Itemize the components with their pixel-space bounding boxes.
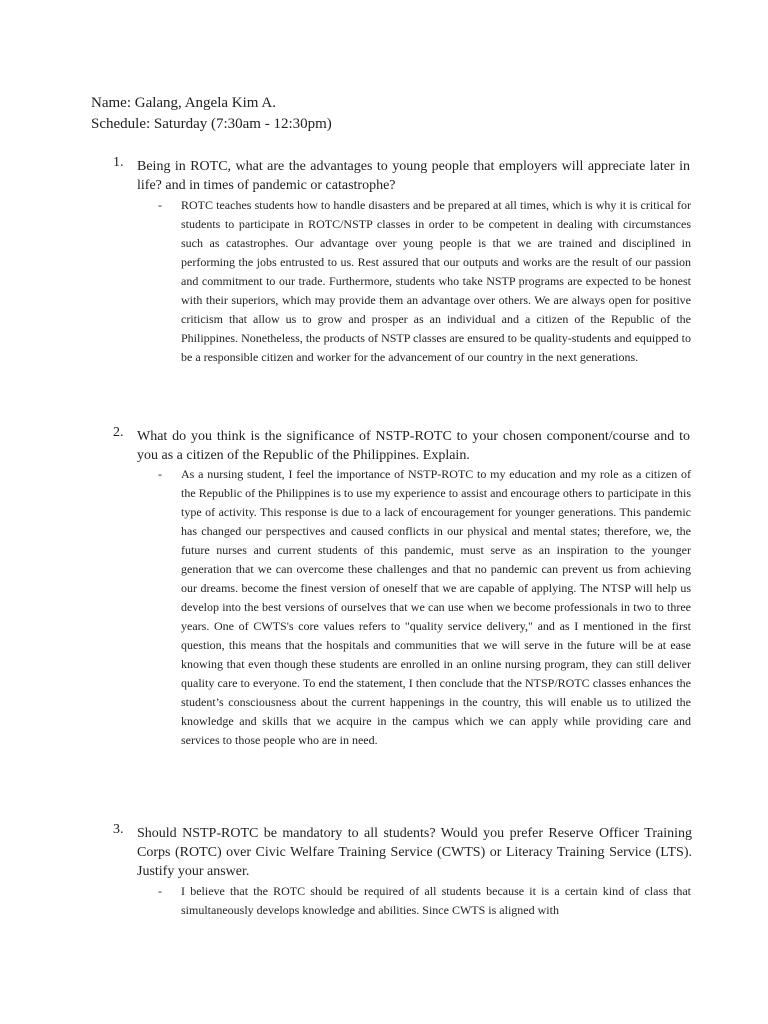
- student-name: Name: Galang, Angela Kim A.: [91, 95, 276, 111]
- question-number: 2.: [113, 425, 124, 440]
- question-number: 1.: [113, 155, 124, 170]
- answer-bullet: -: [158, 467, 162, 481]
- answer-text: ROTC teaches students how to handle disasters and be prepared at all times, which is why it is critical for students to participate in ROTC/NSTP classes in order to be competent in dealing with circumstances such as catastrophes. Our advantage over young people is that we are trained and disciplined in performing the jobs entrusted to us. Rest assured that our outputs and works are the result of our passion and commitment to our trade. Furthermore, students who take NSTP programs are expected to be honest with their superiors, which may provide them an advantage over others. We are always open for positive criticism that allow us to grow and prosper as an individual and a citizen of the Republic of the Philippines. Nonetheless, the products of NSTP classes are ensured to be quality-students and equipped to be a responsible citizen and worker for the advancement of our country in the next generations.: [181, 198, 691, 364]
- answer-text: As a nursing student, I feel the importance of NSTP-ROTC to my education and my role as a citizen of the Republic of the Philippines is to use my experience to assist and encourage others to participate in this type of activity. This response is due to a lack of encouragement for younger generations. This pandemic has changed our perspectives and caused conflicts in our physical and mental states; therefore, we, the future nurses and current students of this pandemic, must serve as an inspiration to the younger generation that we can overcome these challenges and that no pandemic can prevent us from achieving our dreams. become the finest version of oneself that we are capable of applying. The NTSP will help us develop into the best versions of ourselves that we can use when we become professionals in two to three years. One of CWTS's core values refers to "quality service delivery," and as I mentioned in the first question, this means that the hospitals and communities that we will serve in the future will be at ease knowing that even though these students are enrolled in an online nursing program, they can still deliver quality care to everyone. To end the statement, I then conclude that the NTSP/ROTC classes enhances the student’s consciousness about the current happenings in the country, this will enable us to utilized the knowledge and skills that we acquire in the campus which we can apply while providing care and services to those people who are in need.: [181, 467, 691, 747]
- question-text: Being in ROTC, what are the advantages to young people that employers will appreciate later in life? and in times of pandemic or catastrophe?: [137, 159, 690, 193]
- student-schedule: Schedule: Saturday (7:30am - 12:30pm): [91, 116, 332, 132]
- answer-bullet: -: [158, 198, 162, 212]
- document-header: [91, 93, 332, 135]
- answer-text: I believe that the ROTC should be required of all students because it is a certain kind of class that simultaneously develops knowledge and abilities. Since CWTS is aligned with: [181, 884, 691, 917]
- question-text: Should NSTP-ROTC be mandatory to all students? Would you prefer Reserve Officer Training Corps (ROTC) over Civic Welfare Training Service (CWTS) or Literacy Training Service (LTS). Justify your answer.: [137, 826, 692, 879]
- answer-bullet: -: [158, 884, 162, 898]
- question-text: What do you think is the significance of NSTP-ROTC to your chosen component/course and to you as a citizen of the Republic of the Philippines. Explain.: [137, 429, 690, 463]
- question-number: 3.: [113, 822, 124, 837]
